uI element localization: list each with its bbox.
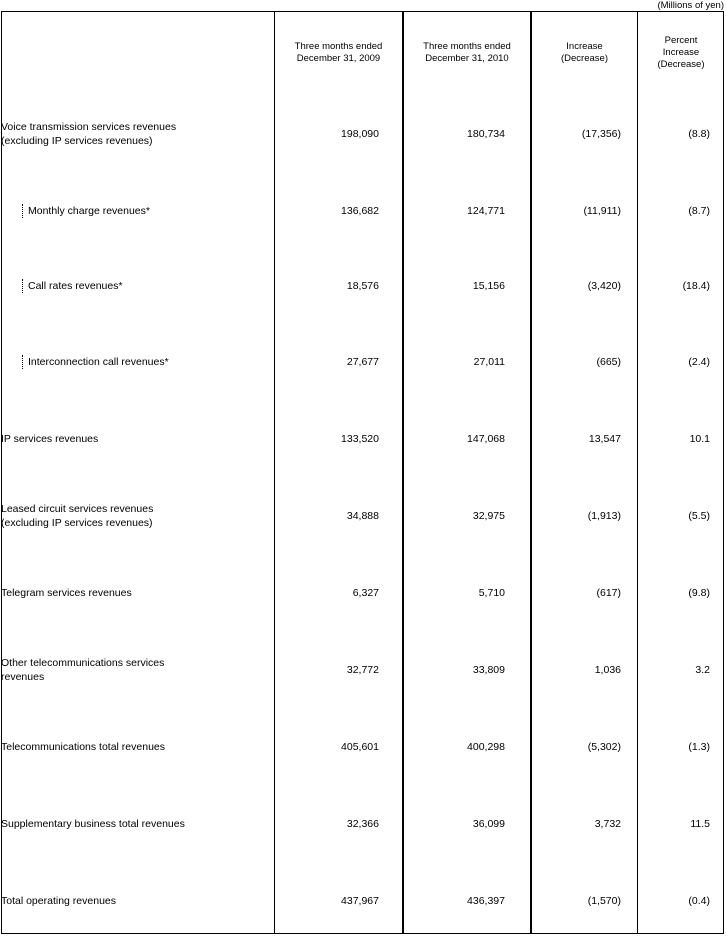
cell-percent: (18.4) [682,280,710,292]
table-row [1,400,724,477]
table-row [1,323,724,400]
table-body [1,95,724,940]
column-header-increase-line2: (Decrease) [561,53,608,64]
column-header-y2010-line2: December 31, 2010 [425,53,509,64]
cell-y2009: 34,888 [346,509,379,522]
row-label [1,554,274,631]
cell-y2009: 27,677 [346,355,379,368]
cell-y2009: 32,366 [346,817,379,830]
row-label-indent-guide [22,204,274,218]
cell-increase: (1,570) [587,895,621,907]
cell-percent: (8.8) [688,127,710,140]
row-label [1,400,274,477]
cell-y2010: 180,734 [467,127,505,140]
cell-increase: (11,911) [583,204,621,217]
table-row [1,631,724,708]
cell-increase: (1,913) [587,509,621,522]
row-label-line1: Other telecommunications services [1,656,165,669]
row-label-line1: Telecommunications total revenues [1,740,166,753]
table-row [1,172,724,249]
row-label [1,95,274,172]
unit-note: (Millions of yen) [657,0,724,11]
cell-y2010: 36,099 [472,817,505,830]
row-label-line1: Total operating revenues [1,895,116,907]
cell-y2010: 33,809 [472,663,505,676]
row-label [1,249,274,323]
row-label-indent-guide [22,355,274,369]
row-label [1,862,274,940]
cell-percent: (0.4) [688,895,710,907]
table-row [1,95,724,172]
cell-y2010: 32,975 [472,509,505,522]
table-row [1,785,724,862]
cell-increase: 3,732 [594,817,621,830]
row-label [1,323,274,400]
row-label [1,785,274,862]
table-row [1,862,724,940]
cell-y2009: 136,682 [341,204,379,217]
cell-y2009: 18,576 [346,280,379,292]
row-label-line1: Call rates revenues* [28,280,123,292]
column-header-y2009-line2: December 31, 2009 [296,53,381,64]
column-header-percent-line2: Increase [662,47,700,58]
row-label-indent-guide [22,279,274,293]
row-label-line1: Interconnection call revenues* [28,355,169,368]
cell-increase: (3,420) [587,280,621,292]
cell-increase: 13,547 [588,432,621,445]
cell-y2009: 198,090 [341,127,379,140]
cell-percent: (1.3) [688,740,710,753]
row-label [1,708,274,785]
row-label-line2: (excluding IP services revenues) [1,516,153,529]
cell-increase: 1,036 [594,663,621,676]
row-label-line1: Voice transmission services revenues [1,120,177,133]
cell-percent: (9.8) [688,586,710,599]
column-header-y2009-line1: Three months ended [294,41,383,52]
header-blank-corner [1,11,274,95]
row-label-line2: revenues [1,670,45,683]
table-row [1,477,724,554]
cell-y2010: 5,710 [478,586,505,599]
cell-increase: (5,302) [587,740,621,753]
row-label [1,172,274,249]
row-label-line1: Monthly charge revenues* [28,204,150,217]
row-label-line1: Leased circuit services revenues [1,502,154,515]
table-row [1,554,724,631]
cell-y2010: 27,011 [473,355,505,368]
cell-y2010: 436,397 [467,895,505,907]
cell-y2010: 147,068 [467,432,505,445]
row-label [1,631,274,708]
cell-y2009: 437,967 [341,895,379,907]
cell-increase: (617) [596,586,621,599]
cell-y2009: 405,601 [341,740,379,753]
table-row [1,708,724,785]
row-label [1,477,274,554]
table-header-row [1,11,724,95]
cell-y2009: 6,327 [352,586,379,599]
column-header-increase [531,11,638,95]
column-header-percent [638,11,724,95]
cell-y2009: 32,772 [346,663,379,676]
revenue-breakdown-table [1,11,724,940]
column-header-y2010-line1: Three months ended [423,41,511,52]
cell-percent: 11.5 [690,817,710,830]
column-header-y2009 [274,11,403,95]
cell-percent: 10.1 [689,432,710,445]
row-label-line1: IP services revenues [1,432,99,445]
cell-percent: (8.7) [688,204,710,217]
table-row [1,249,724,323]
cell-y2010: 124,771 [467,204,505,217]
cell-increase: (17,356) [581,127,621,140]
column-header-y2010 [403,11,531,95]
cell-y2009: 133,520 [341,432,379,445]
cell-y2010: 15,156 [472,280,505,292]
row-label-line1: Supplementary business total revenues [1,817,185,830]
row-label-line1: Telegram services revenues [1,586,132,599]
column-header-increase-line1: Increase [566,41,603,52]
cell-increase: (665) [596,355,621,368]
cell-percent: 3.2 [695,663,710,676]
cell-percent: (5.5) [688,509,710,522]
cell-y2010: 400,298 [467,740,505,753]
cell-percent: (2.4) [688,355,710,368]
row-label-line2: (excluding IP services revenues) [1,134,153,147]
column-header-percent-line3: (Decrease) [657,59,705,70]
column-header-percent-line1: Percent [664,35,698,46]
